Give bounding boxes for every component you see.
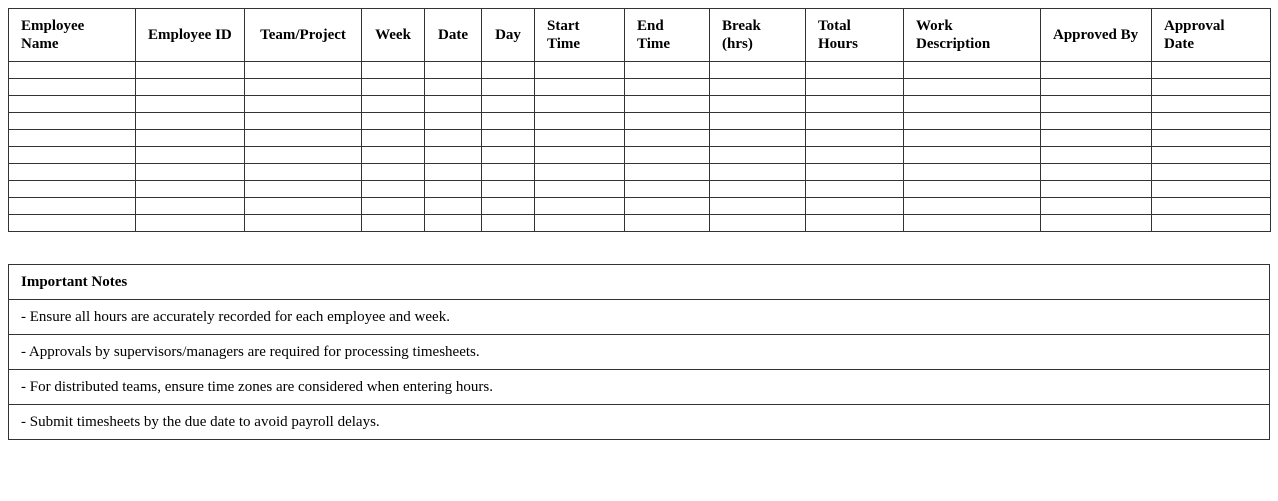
table-cell: [482, 198, 535, 215]
notes-title: Important Notes: [9, 265, 1270, 300]
column-header-work-description: Work Description: [904, 9, 1041, 62]
table-cell: [625, 79, 710, 96]
table-cell: [9, 113, 136, 130]
table-cell: [904, 113, 1041, 130]
table-cell: [482, 215, 535, 232]
table-cell: [482, 164, 535, 181]
table-row: [9, 79, 1271, 96]
timesheet-header-row: [9, 9, 1271, 62]
table-cell: [136, 215, 245, 232]
table-cell: [1041, 181, 1152, 198]
table-cell: [535, 198, 625, 215]
table-cell: [245, 113, 362, 130]
table-cell: [904, 79, 1041, 96]
table-cell: [425, 215, 482, 232]
table-cell: [136, 130, 245, 147]
note-row: [9, 335, 1270, 370]
table-cell: [710, 79, 806, 96]
table-cell: [625, 62, 710, 79]
table-row: [9, 113, 1271, 130]
table-cell: [806, 79, 904, 96]
table-cell: [535, 113, 625, 130]
column-header-break: Break (hrs): [710, 9, 806, 62]
table-cell: [625, 96, 710, 113]
table-cell: [425, 62, 482, 79]
table-cell: [1152, 113, 1271, 130]
table-cell: [362, 147, 425, 164]
table-cell: [806, 147, 904, 164]
column-header-approved-by: Approved By: [1041, 9, 1152, 62]
table-cell: [136, 181, 245, 198]
important-notes-table: [8, 264, 1270, 440]
table-cell: [806, 62, 904, 79]
table-cell: [904, 164, 1041, 181]
timesheet-table: [8, 8, 1271, 232]
table-cell: [904, 147, 1041, 164]
note-item: - Ensure all hours are accurately recorded for each employee and week.: [9, 300, 1270, 335]
note-item: - For distributed teams, ensure time zones are considered when entering hours.: [9, 370, 1270, 405]
table-cell: [245, 147, 362, 164]
table-row: [9, 164, 1271, 181]
table-cell: [1152, 181, 1271, 198]
table-cell: [1152, 147, 1271, 164]
table-cell: [482, 181, 535, 198]
table-cell: [1152, 79, 1271, 96]
column-header-approval-date: Approval Date: [1152, 9, 1271, 62]
table-cell: [245, 96, 362, 113]
table-cell: [1041, 130, 1152, 147]
table-cell: [1041, 79, 1152, 96]
table-cell: [806, 198, 904, 215]
table-cell: [710, 113, 806, 130]
table-cell: [9, 62, 136, 79]
column-header-employee-id: Employee ID: [136, 9, 245, 62]
table-cell: [1041, 198, 1152, 215]
table-cell: [710, 96, 806, 113]
table-cell: [245, 79, 362, 96]
note-row: [9, 405, 1270, 440]
column-header-date: Date: [425, 9, 482, 62]
table-cell: [9, 164, 136, 181]
table-cell: [425, 79, 482, 96]
table-cell: [806, 113, 904, 130]
table-cell: [1041, 215, 1152, 232]
table-row: [9, 181, 1271, 198]
table-cell: [1152, 164, 1271, 181]
table-cell: [710, 181, 806, 198]
table-cell: [425, 113, 482, 130]
table-cell: [245, 164, 362, 181]
table-cell: [710, 164, 806, 181]
table-cell: [625, 130, 710, 147]
table-cell: [806, 96, 904, 113]
note-row: [9, 300, 1270, 335]
table-cell: [9, 79, 136, 96]
table-cell: [806, 164, 904, 181]
table-cell: [136, 96, 245, 113]
table-cell: [362, 96, 425, 113]
table-cell: [535, 147, 625, 164]
table-cell: [425, 164, 482, 181]
table-cell: [482, 113, 535, 130]
column-header-total-hours: Total Hours: [806, 9, 904, 62]
table-cell: [1152, 198, 1271, 215]
note-item: - Approvals by supervisors/managers are required for processing timesheets.: [9, 335, 1270, 370]
table-row: [9, 130, 1271, 147]
table-cell: [136, 147, 245, 164]
notes-title-row: [9, 265, 1270, 300]
table-cell: [1041, 62, 1152, 79]
table-cell: [625, 164, 710, 181]
table-cell: [9, 181, 136, 198]
table-cell: [425, 147, 482, 164]
column-header-week: Week: [362, 9, 425, 62]
table-cell: [9, 215, 136, 232]
table-cell: [482, 79, 535, 96]
table-cell: [535, 79, 625, 96]
table-cell: [904, 215, 1041, 232]
timesheet-body: [9, 62, 1271, 232]
table-cell: [535, 215, 625, 232]
table-cell: [362, 198, 425, 215]
table-cell: [362, 215, 425, 232]
column-header-end-time: End Time: [625, 9, 710, 62]
table-cell: [710, 198, 806, 215]
table-cell: [9, 198, 136, 215]
column-header-start-time: Start Time: [535, 9, 625, 62]
table-cell: [425, 198, 482, 215]
table-cell: [625, 198, 710, 215]
table-row: [9, 147, 1271, 164]
table-cell: [245, 181, 362, 198]
table-cell: [904, 181, 1041, 198]
table-cell: [1152, 96, 1271, 113]
table-cell: [9, 130, 136, 147]
table-cell: [362, 62, 425, 79]
note-item: - Submit timesheets by the due date to avoid payroll delays.: [9, 405, 1270, 440]
table-cell: [362, 113, 425, 130]
column-header-day: Day: [482, 9, 535, 62]
table-row: [9, 215, 1271, 232]
note-row: [9, 370, 1270, 405]
table-cell: [710, 62, 806, 79]
column-header-employee-name: Employee Name: [9, 9, 136, 62]
table-cell: [425, 130, 482, 147]
table-cell: [806, 181, 904, 198]
table-cell: [425, 96, 482, 113]
table-cell: [136, 113, 245, 130]
table-cell: [1152, 62, 1271, 79]
table-cell: [904, 130, 1041, 147]
table-cell: [482, 130, 535, 147]
table-cell: [1041, 164, 1152, 181]
column-header-team-project: Team/Project: [245, 9, 362, 62]
table-cell: [245, 215, 362, 232]
table-cell: [245, 198, 362, 215]
table-cell: [710, 215, 806, 232]
table-row: [9, 62, 1271, 79]
table-cell: [9, 96, 136, 113]
table-cell: [245, 62, 362, 79]
table-cell: [904, 198, 1041, 215]
table-cell: [136, 198, 245, 215]
table-row: [9, 198, 1271, 215]
table-cell: [710, 130, 806, 147]
table-cell: [904, 96, 1041, 113]
table-cell: [625, 147, 710, 164]
table-cell: [362, 164, 425, 181]
table-cell: [136, 62, 245, 79]
table-cell: [806, 215, 904, 232]
table-cell: [625, 215, 710, 232]
table-cell: [482, 147, 535, 164]
table-cell: [904, 62, 1041, 79]
table-cell: [535, 130, 625, 147]
table-cell: [362, 130, 425, 147]
table-cell: [482, 62, 535, 79]
table-cell: [710, 147, 806, 164]
table-cell: [136, 79, 245, 96]
table-cell: [362, 181, 425, 198]
table-cell: [362, 79, 425, 96]
table-cell: [535, 96, 625, 113]
table-cell: [245, 130, 362, 147]
table-cell: [425, 181, 482, 198]
table-cell: [535, 62, 625, 79]
table-cell: [535, 164, 625, 181]
table-cell: [625, 113, 710, 130]
table-cell: [482, 96, 535, 113]
table-cell: [1041, 96, 1152, 113]
table-cell: [136, 164, 245, 181]
table-cell: [9, 147, 136, 164]
table-cell: [1041, 147, 1152, 164]
table-row: [9, 96, 1271, 113]
table-cell: [806, 130, 904, 147]
table-cell: [1152, 130, 1271, 147]
table-cell: [1041, 113, 1152, 130]
table-cell: [625, 181, 710, 198]
table-cell: [1152, 215, 1271, 232]
table-cell: [535, 181, 625, 198]
